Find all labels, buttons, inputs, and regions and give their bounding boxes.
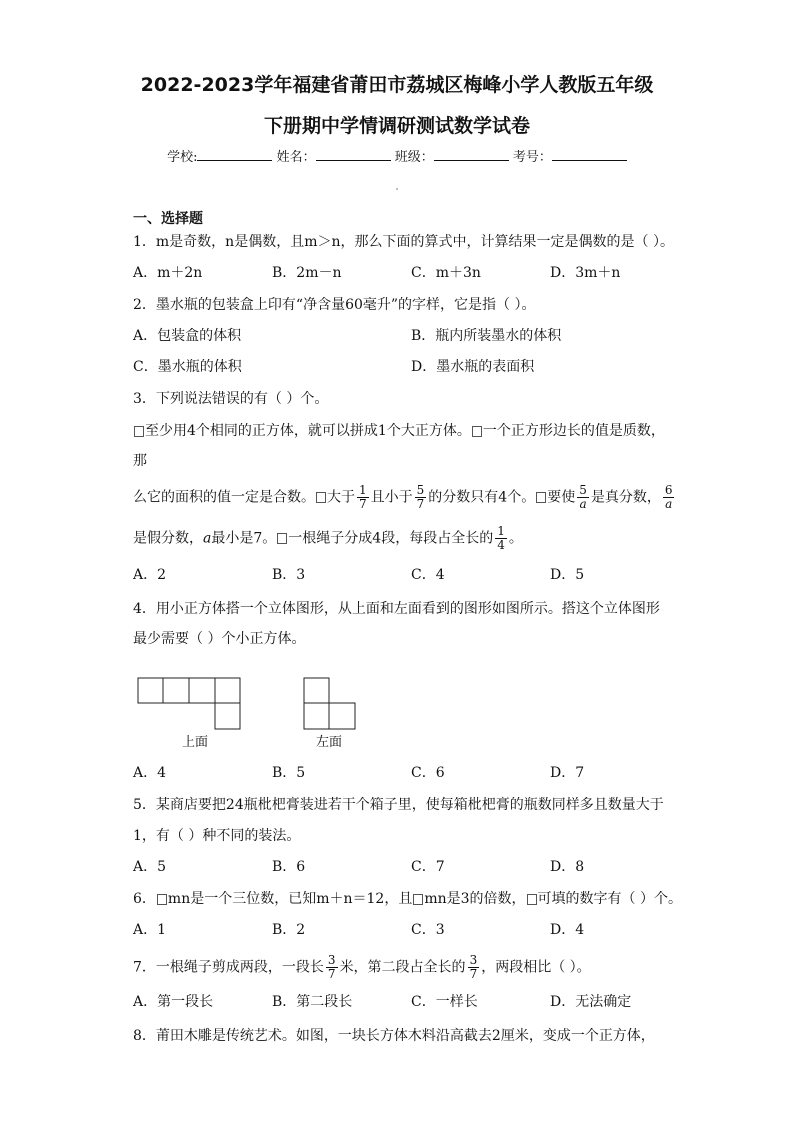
digit-placeholder-icon bbox=[413, 894, 423, 905]
q7-option-c[interactable]: C．一样长 bbox=[411, 994, 478, 1010]
variable-a: a bbox=[203, 530, 212, 547]
fraction-1-7 bbox=[357, 484, 369, 511]
q6-option-d[interactable]: D．4 bbox=[550, 922, 585, 938]
q6-text: mn是3的倍数， bbox=[424, 891, 526, 907]
question-3-stem: 3．下列说法错误的有（ ）个。 bbox=[133, 391, 329, 407]
fraction-numerator: 5 bbox=[579, 483, 587, 497]
page-title-line1: 2022-2023学年福建省莆田市荔城区梅峰小学人教版五年级 bbox=[140, 74, 654, 96]
school-label: 学校: bbox=[167, 150, 198, 165]
question-4-stem-1: 4．用小正方体搭一个立体图形，从上面和左面看到的图形如图所示。搭这个立体图形 bbox=[133, 601, 660, 617]
digit-placeholder-icon bbox=[157, 894, 167, 905]
page-title-line2: 下册期中学情调研测试数学试卷 bbox=[263, 115, 530, 137]
q6-option-a[interactable]: A．1 bbox=[133, 922, 167, 938]
left-view-figure bbox=[302, 676, 360, 732]
q4-option-c[interactable]: C．6 bbox=[411, 765, 445, 781]
left-view-cell bbox=[329, 703, 355, 729]
fraction-numerator: 6 bbox=[664, 483, 673, 497]
q3-text: 最小是7。 bbox=[211, 530, 277, 547]
fraction-5-7 bbox=[415, 484, 427, 511]
fraction-1-4 bbox=[495, 525, 507, 552]
question-4-stem-2: 最少需要（ ）个小正方体。 bbox=[133, 631, 306, 647]
question-7-stem bbox=[133, 954, 591, 981]
statement-marker-icon bbox=[316, 492, 326, 503]
fraction-denominator: 7 bbox=[469, 967, 478, 981]
q1-option-d[interactable]: D．3m＋n bbox=[550, 265, 621, 281]
question-2-stem: 2．墨水瓶的包装盒上印有“净含量60毫升”的字样，它是指（ ）。 bbox=[133, 297, 536, 313]
q7-option-b[interactable]: B．第二段长 bbox=[272, 994, 353, 1010]
q3-text: 一根绳子分成4段，每段占全长的 bbox=[288, 530, 494, 547]
fraction-denominator: a bbox=[665, 497, 673, 511]
q6-text: 6． bbox=[133, 891, 156, 907]
fraction-3-7 bbox=[326, 954, 338, 981]
fraction-6-a bbox=[663, 484, 675, 511]
q3-text: 的分数只有4个。 bbox=[428, 489, 536, 506]
q2-option-c[interactable]: C．墨水瓶的体积 bbox=[133, 359, 242, 375]
q3-option-b[interactable]: B．3 bbox=[272, 567, 306, 583]
decorative-dot bbox=[396, 188, 398, 190]
q7-option-d[interactable]: D．无法确定 bbox=[550, 994, 632, 1010]
fraction-denominator: 7 bbox=[416, 497, 425, 511]
q5-option-d[interactable]: D．8 bbox=[550, 859, 585, 875]
q3-statement-2-end: 么它的面积的值一定是合数。 bbox=[133, 489, 315, 506]
q2-option-b[interactable]: B．瓶内所装墨水的体积 bbox=[411, 328, 562, 344]
q1-option-a[interactable]: A．m＋2n bbox=[133, 265, 203, 281]
left-view-cell bbox=[304, 703, 329, 729]
school-blank[interactable] bbox=[197, 160, 272, 161]
q3-line-2: 那 bbox=[133, 453, 147, 469]
q3-line-3 bbox=[133, 484, 676, 511]
q3-text: 是假分数， bbox=[133, 530, 203, 547]
name-label: 姓名： bbox=[276, 150, 316, 165]
q2-option-a[interactable]: A．包装盒的体积 bbox=[133, 328, 242, 344]
top-view-cell bbox=[189, 678, 215, 703]
student-info-line bbox=[0, 146, 794, 165]
statement-marker-icon bbox=[134, 426, 144, 437]
class-blank[interactable] bbox=[434, 160, 509, 161]
q6-option-c[interactable]: C．3 bbox=[411, 922, 445, 938]
question-8-stem-1: 8．莆田木雕是传统艺术。如图，一块长方体木料沿高截去2厘米，变成一个正方体， bbox=[133, 1028, 655, 1044]
q5-option-b[interactable]: B．6 bbox=[272, 859, 306, 875]
q4-option-b[interactable]: B．5 bbox=[272, 765, 306, 781]
left-view-label: 左面 bbox=[316, 735, 343, 750]
fraction-numerator: 5 bbox=[416, 483, 425, 497]
q6-text: mn是一个三位数，已知m＋n＝12，且 bbox=[167, 891, 413, 907]
q6-option-b[interactable]: B．2 bbox=[272, 922, 306, 938]
q5-option-a[interactable]: A．5 bbox=[133, 859, 167, 875]
q3-line-4 bbox=[133, 525, 523, 552]
question-5-stem-2: 1，有（ ）种不同的装法。 bbox=[133, 828, 301, 844]
fraction-denominator: a bbox=[579, 497, 587, 511]
q7-text: 7．一根绳子剪成两段，一段长 bbox=[133, 959, 324, 976]
fraction-numerator: 1 bbox=[359, 483, 367, 497]
q3-statement-2-part: 一个正方形边长的值是质数， bbox=[482, 423, 665, 439]
q4-option-a[interactable]: A．4 bbox=[133, 765, 167, 781]
left-view-cell bbox=[304, 678, 329, 703]
q7-option-a[interactable]: A．第一段长 bbox=[133, 994, 214, 1010]
fraction-denominator: 7 bbox=[359, 497, 367, 511]
top-view-figure bbox=[136, 676, 246, 732]
q1-option-b[interactable]: B．2m－n bbox=[272, 265, 342, 281]
q3-statement-1: 至少用4个相同的正方体，就可以拼成1个大正方体。 bbox=[145, 423, 471, 439]
fraction-denominator: 7 bbox=[327, 967, 336, 981]
top-view-cell bbox=[215, 703, 240, 729]
q5-option-c[interactable]: C．7 bbox=[411, 859, 445, 875]
q1-option-c[interactable]: C．m＋3n bbox=[411, 265, 481, 281]
fraction-denominator: 4 bbox=[497, 538, 505, 552]
question-1-stem: 1．m是奇数，n是偶数，且m＞n，那么下面的算式中，计算结果一定是偶数的是（ ）。 bbox=[133, 234, 674, 250]
top-view-cell bbox=[215, 678, 240, 703]
question-5-stem-1: 5．某商店要把24瓶枇杷膏装进若干个箱子里，使每箱枇杷膏的瓶数同样多且数量大于 bbox=[133, 797, 664, 813]
statement-marker-icon bbox=[472, 426, 482, 437]
fraction-numerator: 1 bbox=[497, 524, 505, 538]
digit-placeholder-icon bbox=[527, 894, 537, 905]
q3-text: 是真分数， bbox=[590, 489, 661, 506]
q4-option-d[interactable]: D．7 bbox=[550, 765, 585, 781]
q2-option-d[interactable]: D．墨水瓶的表面积 bbox=[411, 359, 535, 375]
q3-text: 要使 bbox=[547, 489, 576, 506]
top-view-cell bbox=[163, 678, 189, 703]
fraction-numerator: 3 bbox=[327, 953, 336, 967]
q3-option-a[interactable]: A．2 bbox=[133, 567, 167, 583]
q3-text: 大于 bbox=[327, 489, 355, 506]
question-6-stem bbox=[133, 888, 682, 910]
q3-text: 且小于 bbox=[370, 489, 413, 506]
statement-marker-icon bbox=[536, 492, 546, 503]
q7-text: ，两段相比（ ）。 bbox=[481, 959, 591, 976]
q7-text: 米，第二段占全长的 bbox=[339, 959, 466, 976]
q3-text: 。 bbox=[508, 530, 523, 547]
name-blank[interactable] bbox=[316, 160, 391, 161]
section-title: 一、选择题 bbox=[133, 211, 203, 227]
number-label: 考号： bbox=[512, 150, 552, 165]
q3-option-d[interactable]: D．5 bbox=[550, 567, 585, 583]
q3-option-c[interactable]: C．4 bbox=[411, 567, 445, 583]
class-label: 班级： bbox=[394, 150, 434, 165]
top-view-cell bbox=[138, 678, 163, 703]
statement-marker-icon bbox=[277, 533, 287, 544]
q6-text: 可填的数字有（ ）个。 bbox=[537, 891, 682, 907]
fraction-numerator: 3 bbox=[469, 953, 478, 967]
fraction-5-a bbox=[577, 484, 589, 511]
number-blank[interactable] bbox=[552, 160, 627, 161]
fraction-3-7 bbox=[468, 954, 480, 981]
q3-line-1 bbox=[133, 420, 665, 442]
top-view-label: 上面 bbox=[182, 735, 209, 750]
